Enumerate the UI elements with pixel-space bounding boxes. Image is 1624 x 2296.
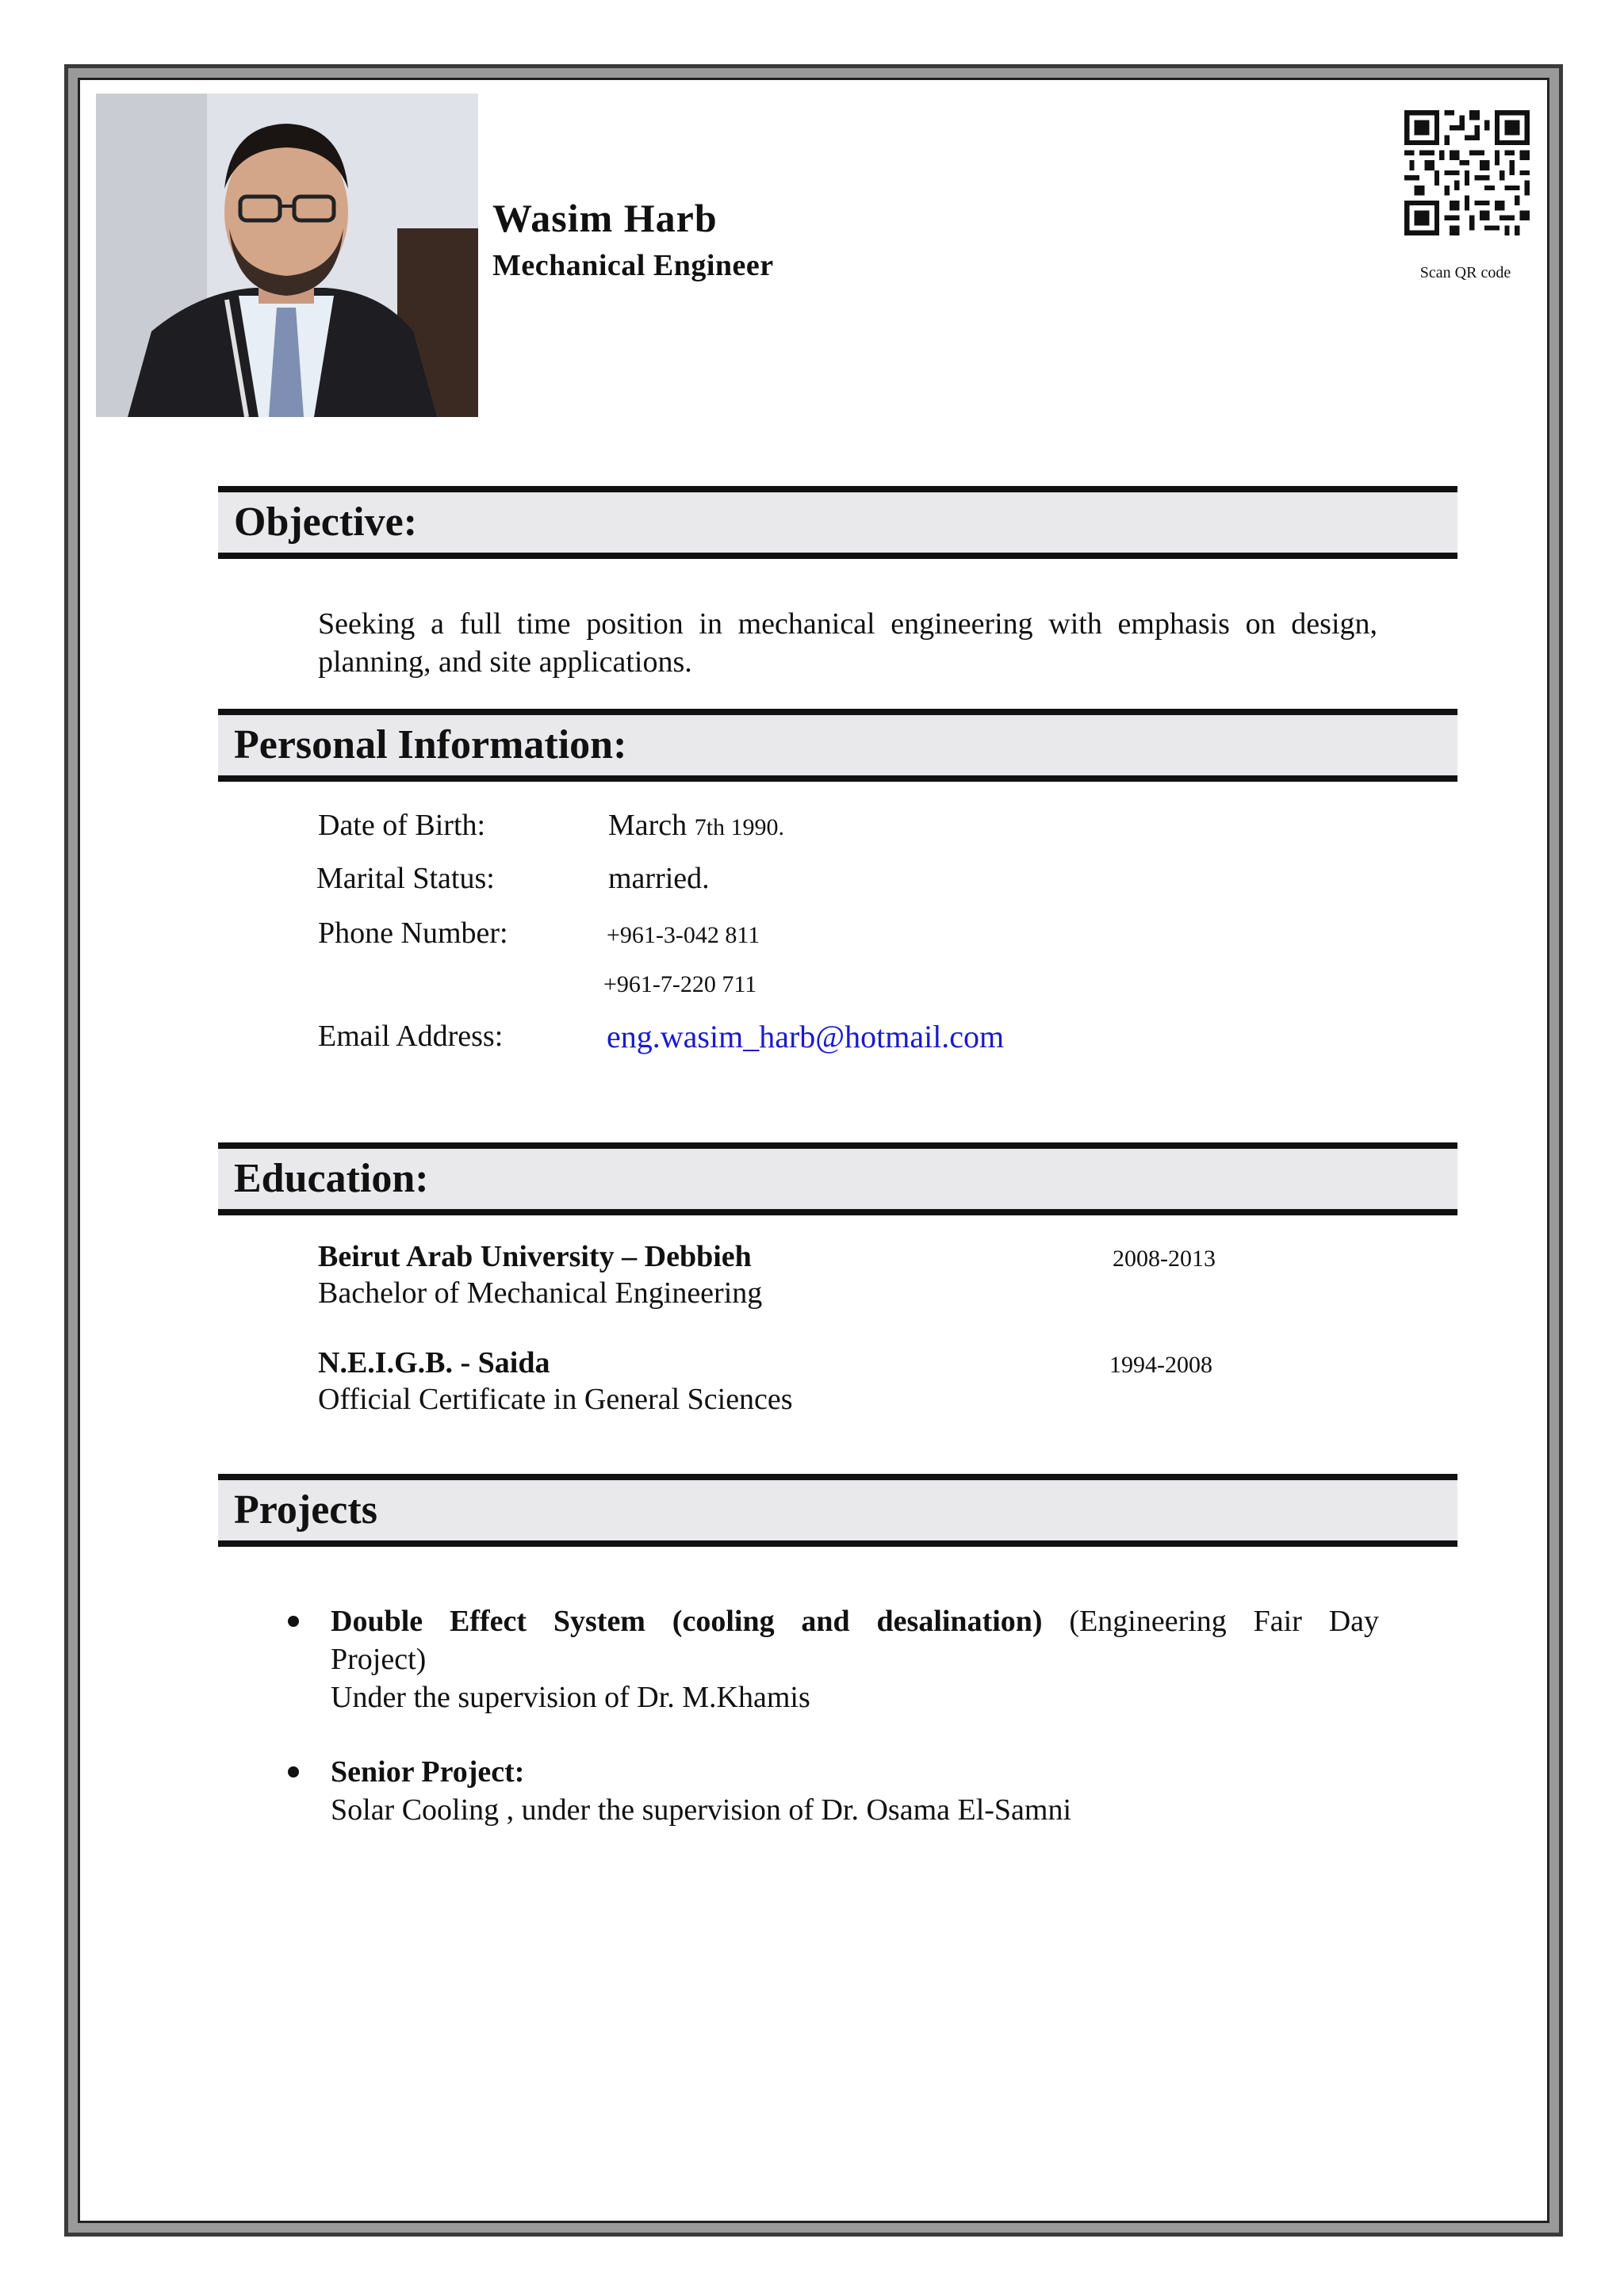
phone-2: +961-7-220 711 bbox=[603, 971, 757, 997]
project-item bbox=[331, 1753, 1379, 1829]
education-degree: Official Certificate in General Sciences bbox=[318, 1383, 793, 1416]
bullet-icon bbox=[288, 1616, 299, 1627]
project-title-line bbox=[331, 1602, 1379, 1640]
page-border bbox=[64, 64, 1563, 2237]
marital-label: Marital Status: bbox=[316, 862, 495, 895]
education-years: 1994-2008 bbox=[1109, 1352, 1212, 1378]
candidate-name: Wasim Harb bbox=[492, 196, 718, 240]
objective-text: Seeking a full time position in mechanical engineering with emphasis on design, planning, and site applications. bbox=[318, 607, 1377, 679]
objective-heading: Objective: bbox=[234, 499, 418, 545]
phone-1: +961-3-042 811 bbox=[607, 922, 760, 948]
project-suffix: (Engineering Fair Day bbox=[1042, 1605, 1379, 1638]
education-institution: Beirut Arab University – Debbieh bbox=[318, 1240, 752, 1273]
dob-day-year: 7th 1990. bbox=[694, 814, 785, 840]
phone-label: Phone Number: bbox=[318, 916, 508, 950]
personal-info-heading: Personal Information: bbox=[234, 722, 627, 767]
project-item bbox=[331, 1602, 1379, 1716]
candidate-title: Mechanical Engineer bbox=[492, 249, 774, 282]
projects-heading: Projects bbox=[234, 1487, 377, 1533]
dob-label: Date of Birth: bbox=[318, 809, 486, 842]
education-degree: Bachelor of Mechanical Engineering bbox=[318, 1276, 763, 1310]
qr-caption: Scan QR code bbox=[1419, 264, 1511, 281]
bullet-icon bbox=[288, 1766, 299, 1777]
project-line: Under the supervision of Dr. M.Khamis bbox=[331, 1681, 810, 1714]
education-header bbox=[218, 1142, 1457, 1215]
personal-info-header bbox=[218, 709, 1457, 782]
email-label: Email Address: bbox=[318, 1020, 504, 1053]
person-icon bbox=[96, 94, 478, 417]
projects-header bbox=[218, 1474, 1457, 1547]
email-link[interactable]: eng.wasim_harb@hotmail.com bbox=[607, 1019, 1005, 1054]
project-line: Project) bbox=[331, 1643, 427, 1676]
dob-value bbox=[608, 808, 784, 843]
objective-header bbox=[218, 486, 1457, 559]
marital-value: married. bbox=[608, 862, 710, 895]
education-heading: Education: bbox=[234, 1156, 429, 1201]
qr-code-icon bbox=[1404, 110, 1530, 235]
project-title: Senior Project: bbox=[331, 1755, 525, 1789]
education-institution: N.E.I.G.B. - Saida bbox=[318, 1346, 550, 1380]
dob-month: March bbox=[608, 809, 688, 842]
page-content bbox=[78, 78, 1549, 2223]
project-line: Solar Cooling , under the supervision of Dr. Osama El-Samni bbox=[331, 1793, 1072, 1827]
education-years: 2008-2013 bbox=[1113, 1246, 1216, 1272]
project-title: Double Effect System (cooling and desalination) bbox=[331, 1605, 1043, 1638]
profile-photo bbox=[96, 94, 478, 417]
